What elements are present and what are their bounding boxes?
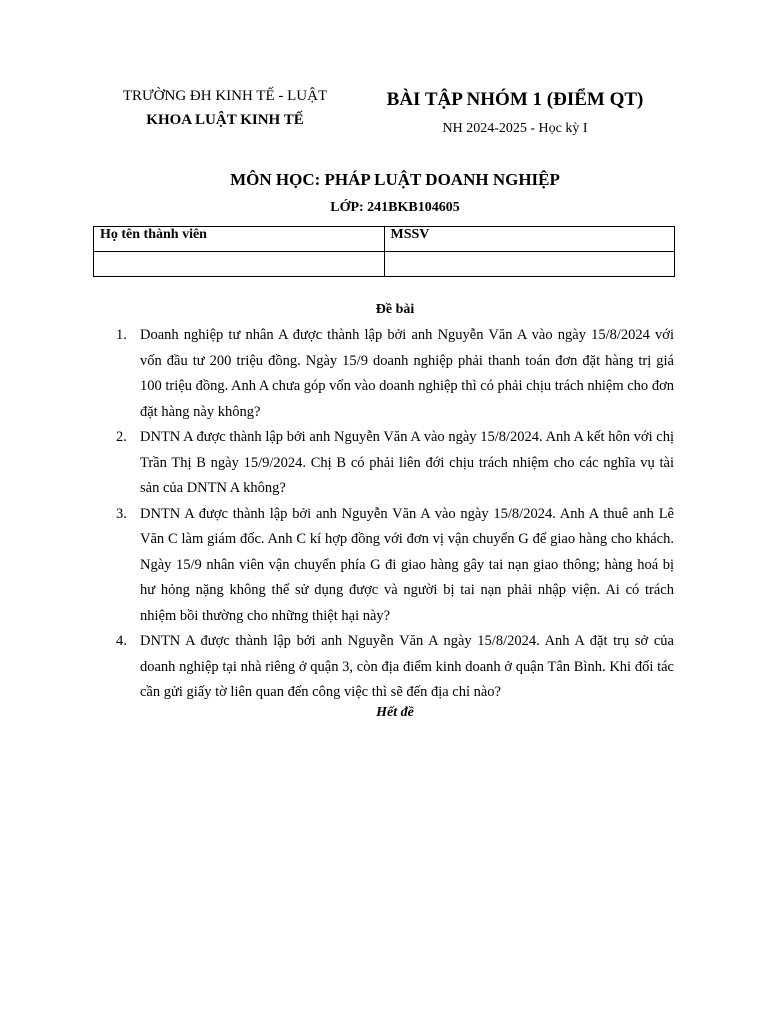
- question-number: 3.: [116, 505, 127, 522]
- header-right: [360, 86, 670, 139]
- table-row: [94, 252, 675, 277]
- class-code: LỚP: 241BKB104605: [330, 200, 460, 215]
- question-text: DNTN A được thành lập bởi anh Nguyễn Văn A ngày 15/8/2024. Anh A đặt trụ sở của doanh nghiệp tại nhà riêng ở quận 3, còn địa điểm kinh doanh ở quận Tân Bình. Khi đối tác cần gửi giấy tờ liên quan đến công việc thì sẽ đến địa chỉ nào?: [140, 633, 674, 700]
- question-item: [104, 629, 674, 706]
- assignment-title: BÀI TẬP NHÓM 1 (ĐIỂM QT): [386, 89, 644, 110]
- members-table: [93, 226, 675, 277]
- table-header-row: [94, 227, 675, 252]
- question-list: [104, 323, 674, 706]
- question-text: DNTN A được thành lập bởi anh Nguyễn Văn A vào ngày 15/8/2024. Anh A kết hôn với chị Trần Thị B ngày 15/9/2024. Chị B có phải liên đới chịu trách nhiệm cho các nghĩa vụ tài sản của DNTN A không?: [140, 429, 674, 496]
- column-header-name: Họ tên thành viên: [94, 227, 385, 252]
- question-number: 2.: [116, 429, 127, 445]
- school-name: TRƯỜNG ĐH KINH TẾ - LUẬT: [122, 88, 328, 104]
- question-text: DNTN A được thành lập bởi anh Nguyễn Văn A vào ngày 15/8/2024. Anh A thuê anh Lê Văn C làm giám đốc. Anh C kí hợp đồng với đơn vị vận chuyển G để giao hàng cho khách. Ngày 15/9 nhân viên vận chuyển phía G đi giao hàng gây tai nạn giao thông; hàng hoá bị hư hỏng nặng không thể sử dụng được và người bị tai nạn phải nhập viện. Ai có trách nhiệm bồi thường cho những thiệt hại này?: [140, 505, 674, 624]
- end-marker: Hết đề: [376, 705, 414, 720]
- question-number: 1.: [116, 327, 127, 343]
- question-item: [104, 502, 674, 630]
- column-header-student-id: MSSV: [384, 227, 675, 252]
- question-item: [104, 323, 674, 425]
- section-title: Đề bài: [375, 302, 415, 317]
- question-item: [104, 425, 674, 502]
- faculty-name: KHOA LUẬT KINH TẾ: [146, 112, 304, 128]
- header-left: [100, 86, 350, 130]
- term-info: NH 2024-2025 - Học kỳ I: [442, 121, 588, 136]
- member-id-cell: [384, 252, 675, 277]
- question-number: 4.: [116, 633, 127, 649]
- member-name-cell: [94, 252, 385, 277]
- question-text: Doanh nghiệp tư nhân A được thành lập bởi anh Nguyễn Văn A vào ngày 15/8/2024 với vốn đầu tư 200 triệu đồng. Ngày 15/9 doanh nghiệp phải thanh toán đơn đặt hàng trị giá 100 triệu đồng. Anh A chưa góp vốn vào doanh nghiệp thì có phải chịu trách nhiệm cho đơn đặt hàng này không?: [140, 327, 674, 420]
- subject-title: MÔN HỌC: PHÁP LUẬT DOANH NGHIỆP: [230, 170, 560, 189]
